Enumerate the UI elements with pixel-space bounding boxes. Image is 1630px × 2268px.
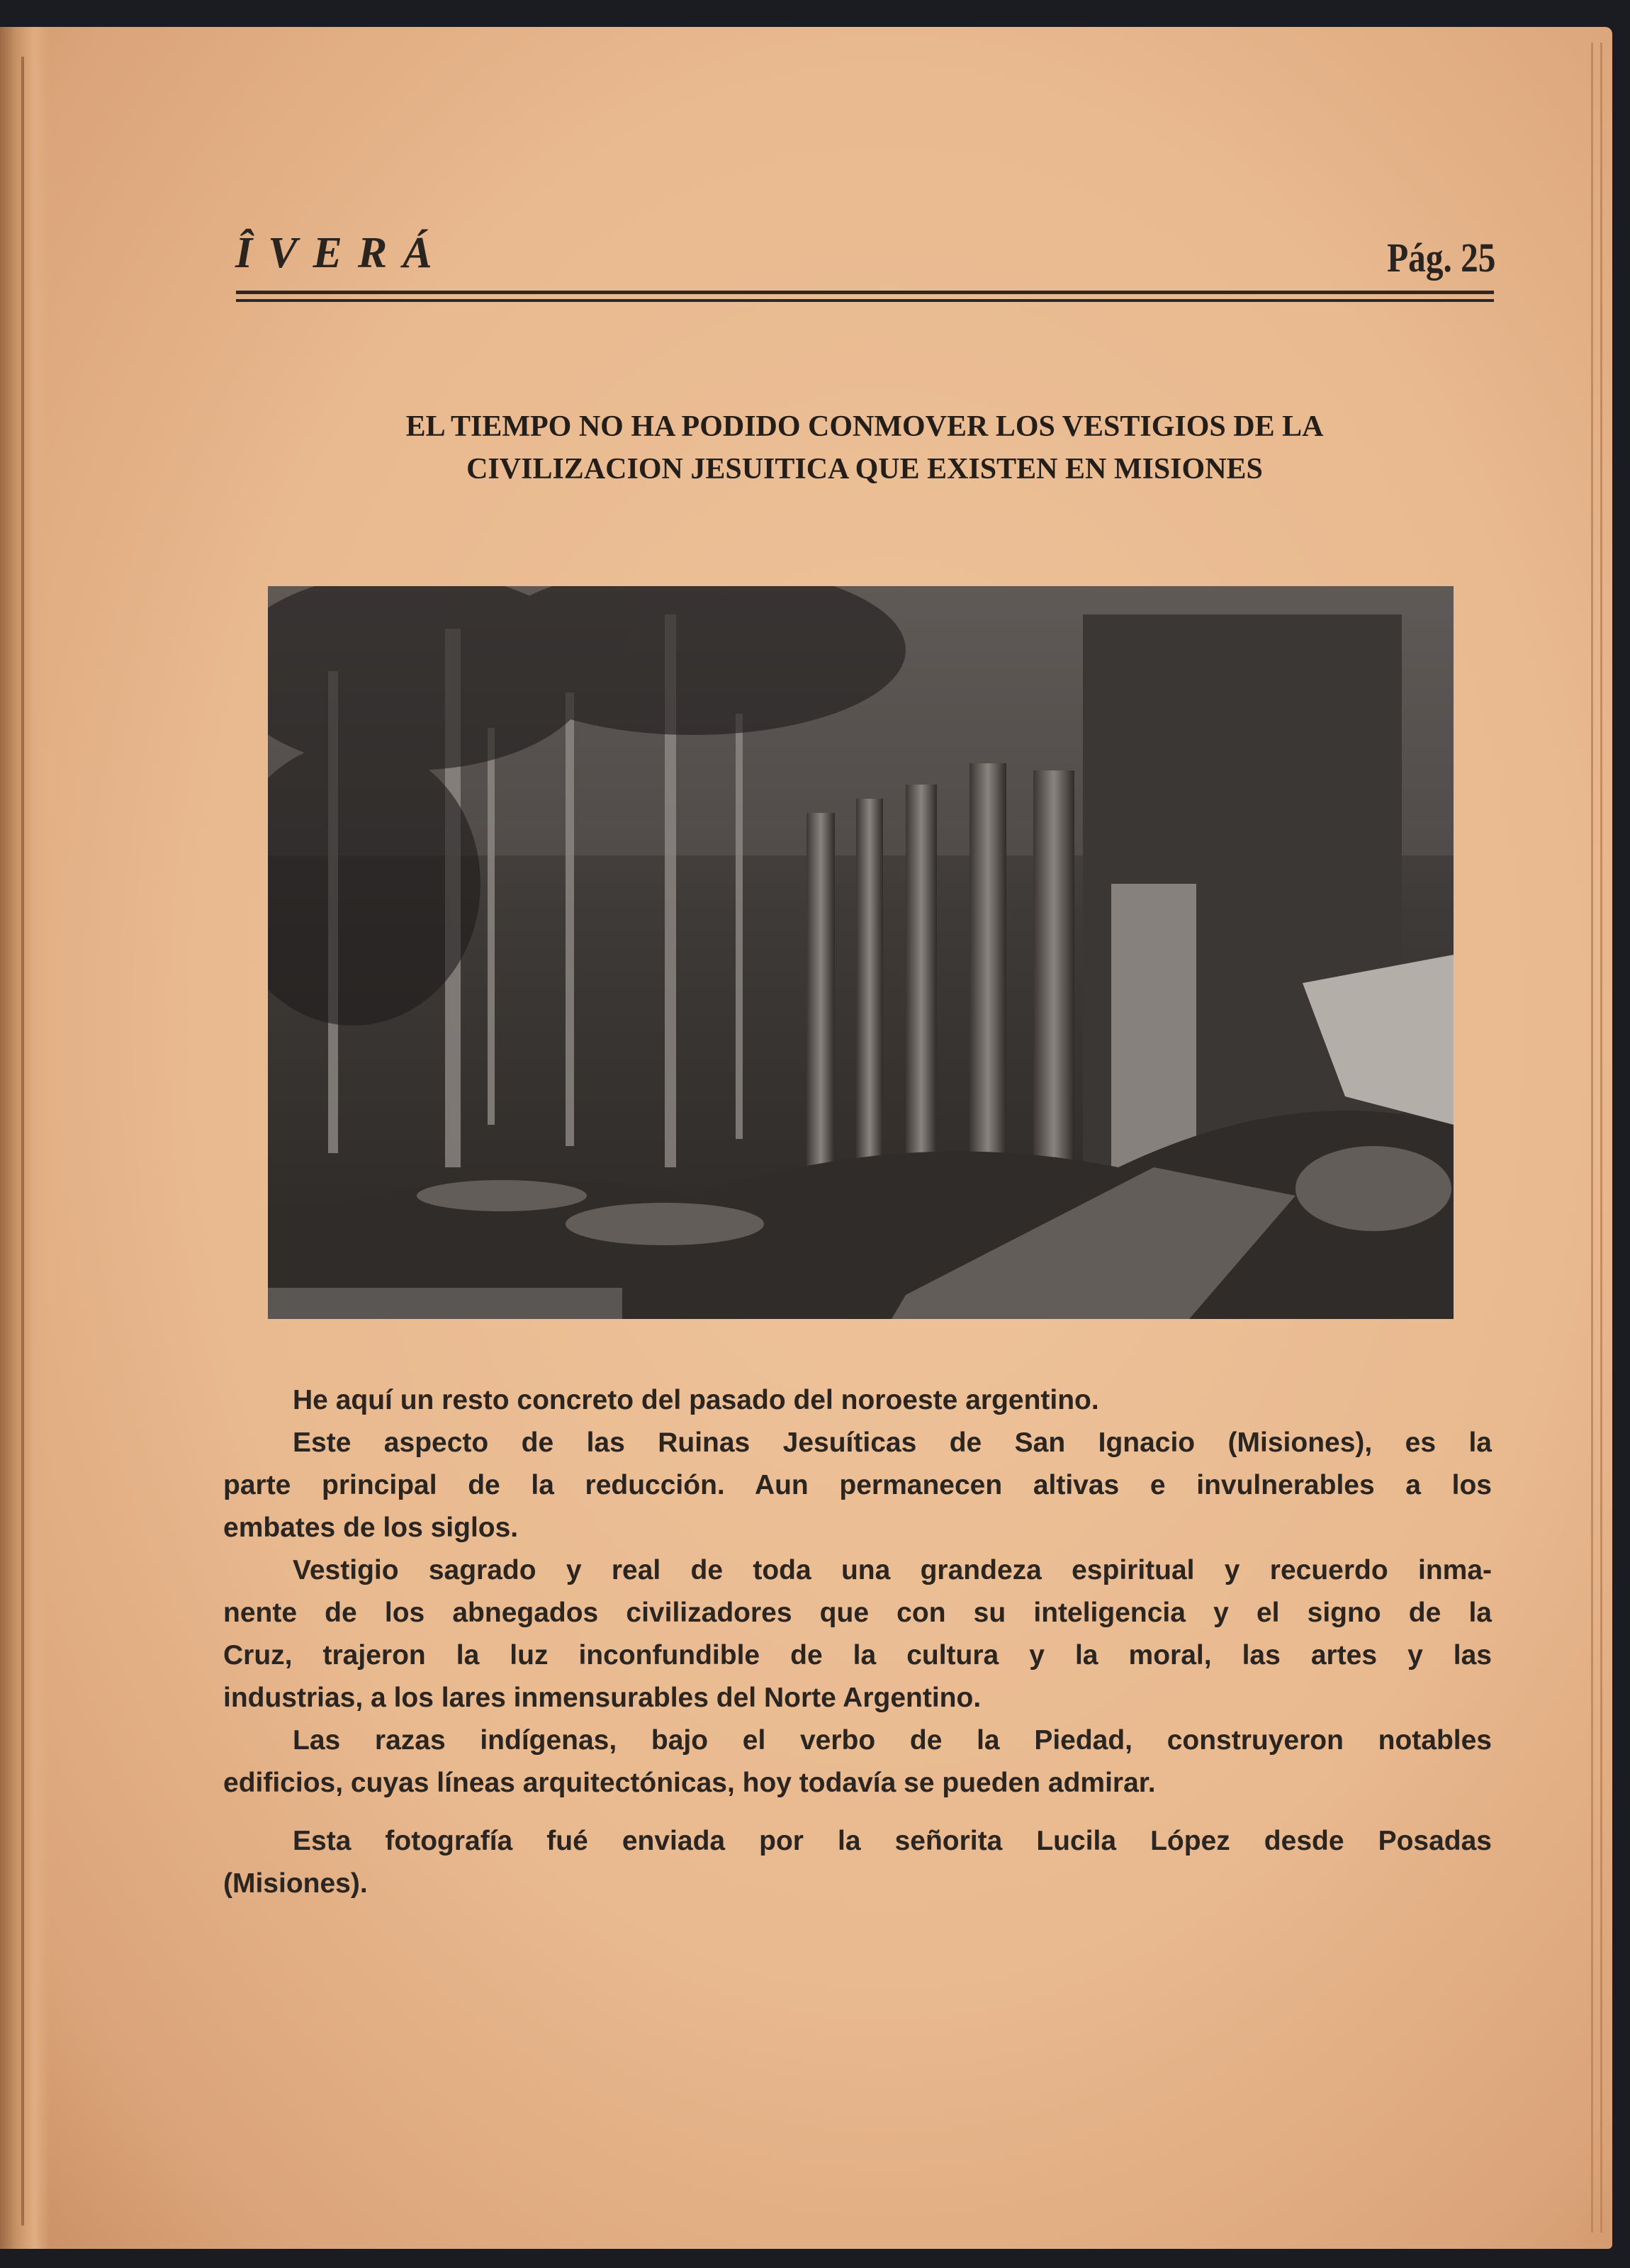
text-line: He aquí un resto concreto del pasado del noroeste argentino. [293,1385,1099,1415]
header-rule [236,291,1494,294]
paragraph [223,1379,1492,1422]
text-line: Vestigio sagrado y real de toda una grandeza espiritual y recuerdo inma- [293,1555,1492,1585]
article-title-line: CIVILIZACION JESUITICA QUE EXISTEN EN MISIONES [466,453,1263,485]
text-line: parte principal de la reducción. Aun permanecen altivas e invulnerables a los [223,1470,1492,1500]
publication-name: ÎVERÁ [235,229,448,277]
text-line: nente de los abnegados civilizadores que con su inteligencia y el signo de la [223,1598,1492,1628]
paragraph [223,1820,1492,1905]
text-line: (Misiones). [223,1868,368,1899]
text-line: Las razas indígenas, bajo el verbo de la Piedad, construyeron notables [293,1725,1492,1756]
book-spine [0,27,50,2249]
article-title-line: EL TIEMPO NO HA PODIDO CONMOVER LOS VESTIGIOS DE LA [405,410,1324,443]
page-edge [1600,43,1602,2233]
article-body [223,1379,1492,1905]
text-line: industrias, a los lares inmensurables del Norte Argentino. [223,1683,982,1713]
paragraph [223,1719,1492,1804]
text-line: embates de los siglos. [223,1512,519,1543]
text-line: Esta fotografía fué enviada por la señorita Lucila López desde Posadas [293,1826,1492,1856]
gutter-line [21,57,24,2225]
paragraph [223,1422,1492,1549]
page-number: Pág. 25 [1386,235,1495,281]
text-line: edificios, cuyas líneas arquitectónicas, hoy todavía se pueden admirar. [223,1768,1156,1798]
text-line: Este aspecto de las Ruinas Jesuíticas de San Ignacio (Misiones), es la [293,1427,1492,1458]
page-edge [1591,43,1593,2233]
header-rule [236,299,1494,302]
paragraph [223,1549,1492,1719]
ruins-photo [268,586,1454,1319]
text-line: Cruz, trajeron la luz inconfundible de la cultura y la moral, las artes y las [223,1640,1492,1671]
